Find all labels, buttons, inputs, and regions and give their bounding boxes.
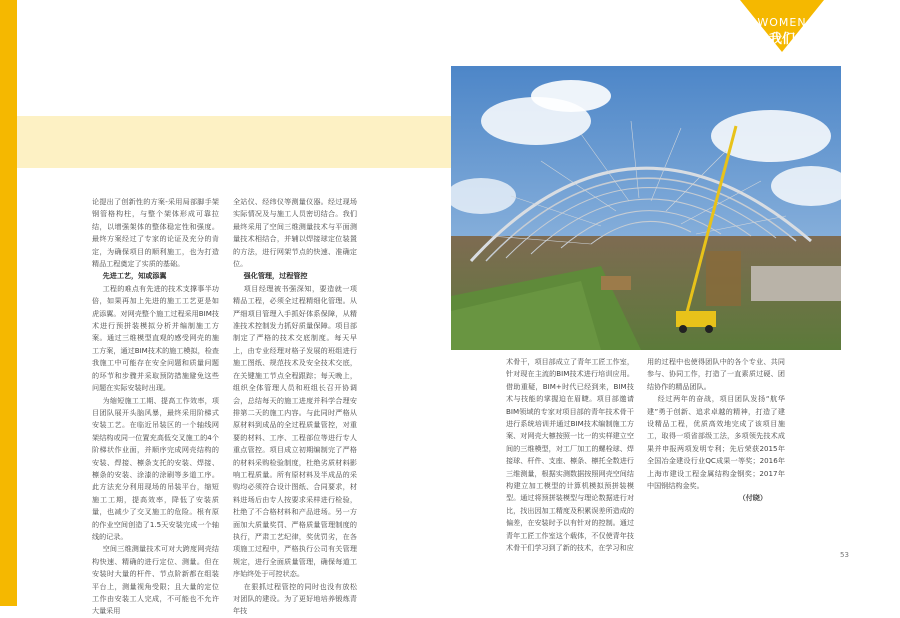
subheading: 强化管理，过程管控	[243, 271, 308, 281]
paragraph: 空间三维测量技术可对大跨度网壳结构快速、精确的进行定位、测量。但在安装时大量的杆件、节点阶新都在组装平台上，测量视角受限；且大量的定位工作由安装工人完成，不可能也不允许大量采用	[92, 544, 219, 616]
subheading: 先进工艺，知或添翼	[102, 271, 167, 281]
text-column-2	[233, 196, 357, 618]
page-number: 53	[840, 551, 849, 559]
text-column-3	[506, 356, 634, 555]
paragraph: 全站仪、经纬仪等测量仪器。经过现场实际情况及与施工人员密切结合。我们最终采用了空间三维测量技术与平面测量技术相结合，并辅以焊接球定位装置的方法，进行网架节点的快速、准确定位。	[233, 197, 357, 269]
paragraph: 用的过程中也使得团队中的各个专业、共同参与、协同工作，打造了一直素质过硬、团结协作的精品团队。	[647, 357, 785, 391]
section-label-en: WOMEN	[757, 16, 807, 29]
paragraph: 术骨干，项目部成立了青年工匠工作室，针对现在主流的BIM技术进行培训应用。借助重疑，BIM+时代已经到来，BIM技术与技能的掌握迫在眉睫。项目部邀请BIM领域的专家对项目部的青年技术骨干进行系统培训并通过BIM技术编制施工方案、对网壳大檩按照一比一的实样建立空间的三维模型，对工厂加工的螺栓球、焊接球、杆件、支座、檩条、檩托全数进行三维测量，根据实测数据按照网壳空间结构建立加工模型的计算机模拟预拼装模型。通过将预拼装模型与理论数据进行对比，找出因加工精度及积累误差所造成的偏差，在安装时予以有针对的控制。通过青年工匠工作室这个载体，不仅使青年技术骨干们学习到了新的技术，在学习和应	[506, 357, 634, 553]
section-label-cn: 我们	[768, 32, 795, 47]
left-accent-bar	[0, 0, 17, 606]
author-signature: （付晓）	[738, 493, 767, 503]
section-banner	[740, 0, 824, 52]
header-band	[17, 116, 451, 168]
text-column-1	[92, 196, 219, 618]
paragraph: 工程的难点有先进的技术支撑事半功倍，如果再加上先进的施工工艺更是如虎添翼。对网壳整个施工过程采用BIM技术进行预拼装模拟分析并编制施工方案。通过三维模型直观的感受网壳的施工方案，通过BIM技术的施工模拟，检查我施工中可能存在安全问题和质量问题的环节和步骤并采取预防措施避免这些问题在实际安装时出现。	[92, 283, 219, 393]
paragraph: 为缩短施工工期、提高工作效率，项目团队展开头脑风暴，最终采用阶梯式安装工艺。在临近吊装区的一个轴线网架结构或同一位置充高低交叉施工的4个阶梯状作业面，并顺序完成网壳结构的安装、焊接、檩条支托的安装、焊接、檩条的安装、涂漆的涂刷等多道工序。此方法充分利用现场的吊装平台，缩短施工工期，提高效率，降低了安装质量，也减少了交叉施工的危险。根有原的作业空间创造了1.5天安装完成一个轴线的记录。	[92, 395, 219, 541]
paragraph: 项目经理被书强深知，要造就一项精品工程，必须全过程精细化管理。从严细项目管理入手抓好体系保障，从精准技术控制发力抓好质量保障。项目部制定了严格的技术交底制度。每天早上，由专业经理对格子发展的班组进行施工图纸、规范技术及安全技术交底，在关键施工节点全程跟踪；每天晚上，组织全体管理人员和班组长召开协调会，总结每天的施工进度并科学合理安排第二天的施工内容。与此同时严格从原材料到成品的全过程质量管控，对重要的材料、工序、工程部位等进行专人重点管控。项目成立初期编制完了严格的材料采购检验制度，杜绝劣质材料影响工程质量。所有原材料及半成品的采购均必须符合设计图纸、合同要求，材料进场后由专人按要求采样进行检验，杜绝了不合格材料和产品进场。另一方面加大质量奖罚、严格质量管理制度的执行，严肃工艺纪律，奖优罚劣，在各项施工过程中，严格执行公司有关管理规定，进行全面质量管理，确保每道工序始终处于可控状态。	[233, 283, 357, 579]
paragraph: 论提出了创新性的方案-采用局部脚手架钢管格构柱，与整个架体形成可靠拉结，以增强架体的整体稳定性和强度。最终方案经过了专家的论证及充分的肯定，为确保项目的顺利施工，也为打造精品工程奠定了实质的基础。	[92, 197, 219, 269]
text-column-4	[647, 356, 785, 505]
paragraph: 经过两年的奋战，项目团队发扬“航华建”勇于创新、追求卓越的精神，打造了建设精品工程，优质高效地完成了该项目施工，取得一项省部级工法，多项领先技术成果并申报两项发明专利；先后荣获2015年全国冶金建设行业QC成果一等奖；2016年上海市建设工程金属结构金钢奖；2017年中国钢结构金奖。	[647, 394, 785, 491]
arch-shed-photo	[451, 66, 841, 350]
paragraph: 在狠抓过程管控的同时也没有放松对团队的建设。为了更好地培养锻炼青年技	[233, 581, 357, 616]
